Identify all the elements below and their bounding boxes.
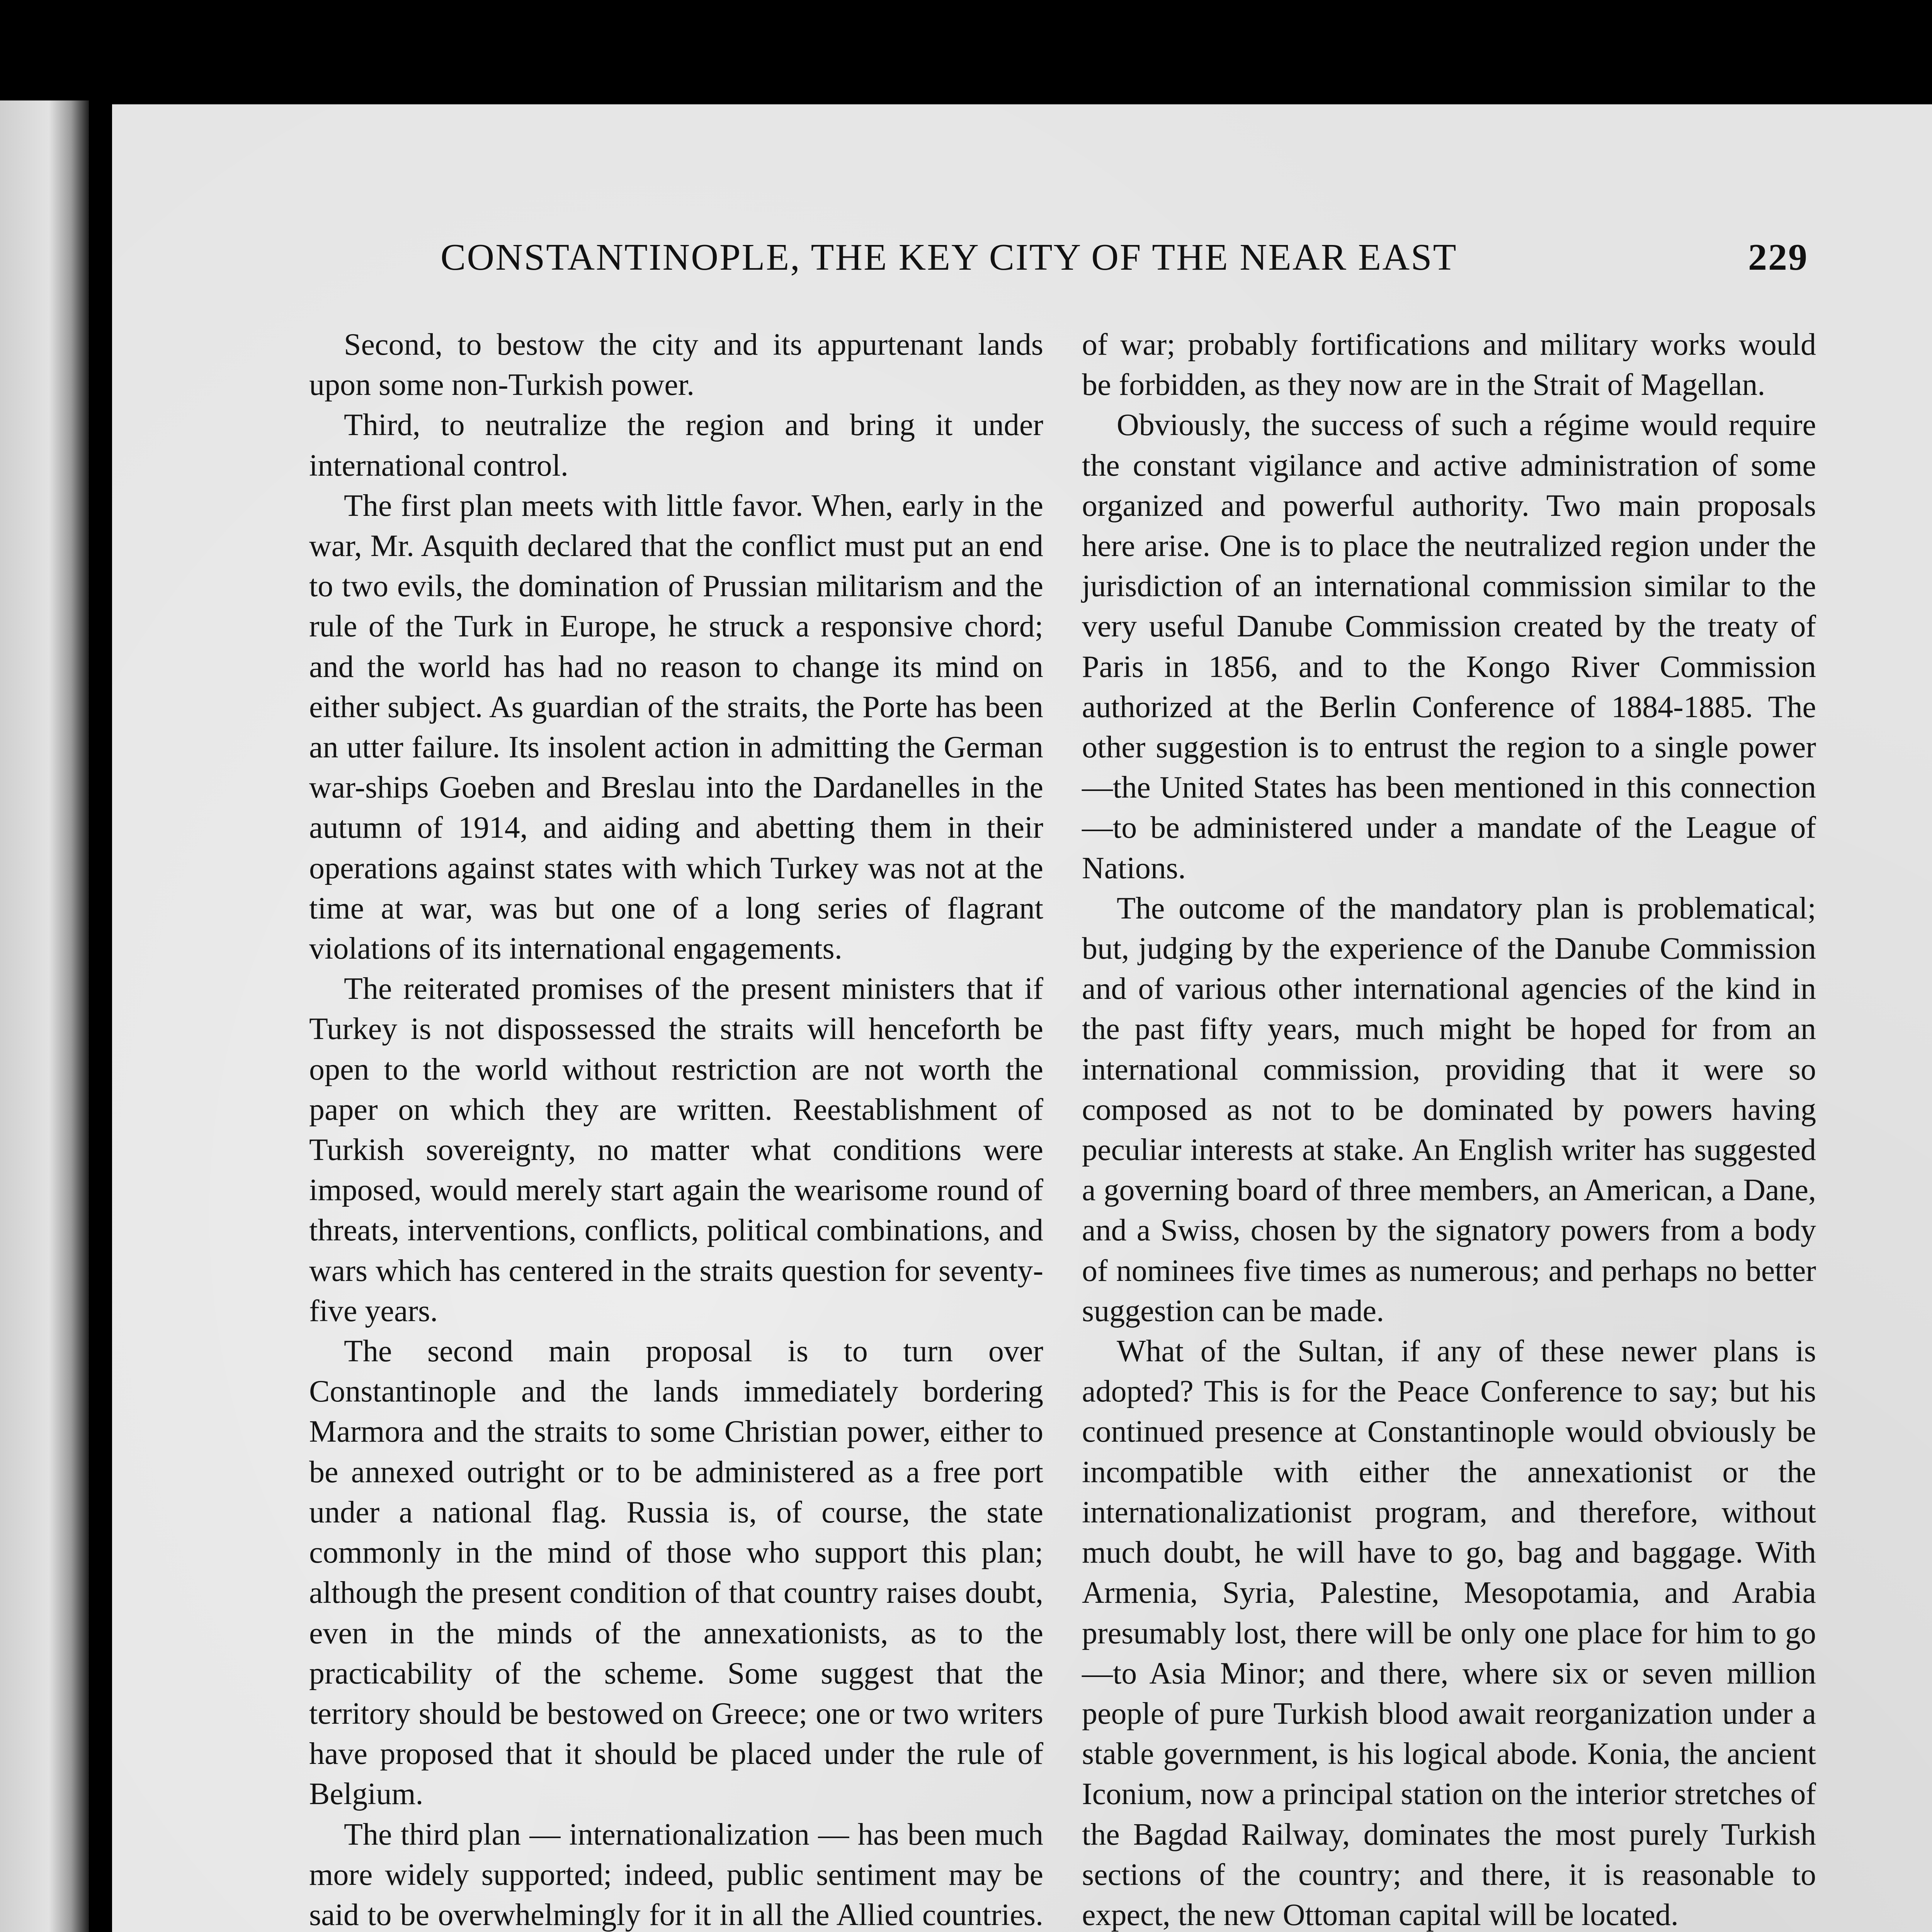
paragraph: The outcome of the mandatory plan is problematical; but, judging by the experience of the Danube Commission and of various other international agencies of the kind in the past fifty years, much might be hoped for from an international commission, providing that it were so composed as not to be dominated by powers having peculiar interests at stake. An English writer has suggested a governing board of three members, an American, a Dane, and a Swiss, chosen by the signatory powers from a body of nominees five times as numerous; and perhaps no better suggestion can be made. xyxy=(1082,891,1816,1328)
paragraph: The second main proposal is to turn over Constantinople and the lands immediately bordering Marmora and the straits to some Christian power, either to be annexed outright or to be administered as a free port under a national flag. Russia is, of course, the state commonly in the mind of those who support this plan; although the present condition of that country raises doubt, even in the minds of the annexationists, as to the practicability of the scheme. Some suggest that the territory should be bestowed on Greece; one or two writers have proposed that it should be placed under the rule of Belgium. xyxy=(309,1334,1043,1811)
paragraph: Third, to neutralize the region and bring it under international control. xyxy=(309,408,1043,483)
paragraph: The first plan meets with little favor. When, early in the war, Mr. Asquith declared that the conflict must put an end to two evils, the domination of Prussian militarism and the rule of the Turk in Europe, he struck a responsive chord; and the world has had no reason to change its mind on either subject. As guardian of the straits, the Porte has been an utter failure. Its insolent action in admitting the German war-ships Goeben and Breslau into the Dardanelles in the autumn of 1914, and aiding and abetting them in their operations against states with which Turkey was not at the time at war, was but one of a long series of flagrant violations of its international engagements. xyxy=(309,488,1043,966)
paragraph: The third plan — internationalization — has been much more widely supported; indeed, public sentiment may be said to be overwhelmingly for it in all the Allied countries. xyxy=(309,1817,1043,1932)
page-header xyxy=(440,236,1808,290)
running-title: CONSTANTINOPLE, THE KEY CITY OF THE NEAR EAST xyxy=(440,236,1458,278)
paragraph: What of the Sultan, if any of these newer plans is adopted? This is for the Peace Conference to say; but his continued presence at Constantinople would obviously be incompatible with either the annexationist or the internationalizationist program, and therefore, without much doubt, he will have to go, bag and baggage. With Armenia, Syria, Palestine, Mesopotamia, and Arabia presumably lost, there will be only one place for him to go—to Asia Minor; and there, where six or seven million people of pure Turkish blood await reorganization under a stable government, is his logical abode. Konia, the ancient Iconium, now a principal station on the interior stretches of the Bagdad Railway, dominates the most purely Turkish sections of the country; and there, it is reasonable to expect, the new Ottoman capital will be located. xyxy=(1082,1334,1816,1932)
left-column xyxy=(309,325,1043,1932)
paragraph: The reiterated promises of the present ministers that if Turkey is not dispossessed the straits will henceforth be open to the world without restriction are not worth the paper on which they are written. Reestablishment of Turkish sovereignty, no matter what conditions were imposed, would merely start again the wearisome round of threats, interventions, conflicts, political combinations, and wars which has centered in the straits question for seventy-five years. xyxy=(309,972,1043,1328)
paragraph: Obviously, the success of such a régime would require the constant vigilance and active administration of some organized and powerful authority. Two main proposals here arise. One is to place the neutralized region under the jurisdiction of an international commission similar to the very useful Danube Commission created by the treaty of Paris in 1856, and to the Kongo River Commission authorized at the Berlin Conference of 1884-1885. The other suggestion is to entrust the region to a single power—the United States has been mentioned in this connection—to be administered under a mandate of the League of Nations. xyxy=(1082,408,1816,885)
paragraph: Second, to bestow the city and its appurtenant lands upon some non-Turkish power. xyxy=(309,328,1043,402)
page-number: 229 xyxy=(1748,236,1808,278)
right-column xyxy=(1082,325,1816,1932)
paragraph-continuation: of war; probably fortifications and military works would be forbidden, as they now are in the Strait of Magellan. xyxy=(1082,328,1816,402)
facing-page-edge xyxy=(0,100,89,1932)
